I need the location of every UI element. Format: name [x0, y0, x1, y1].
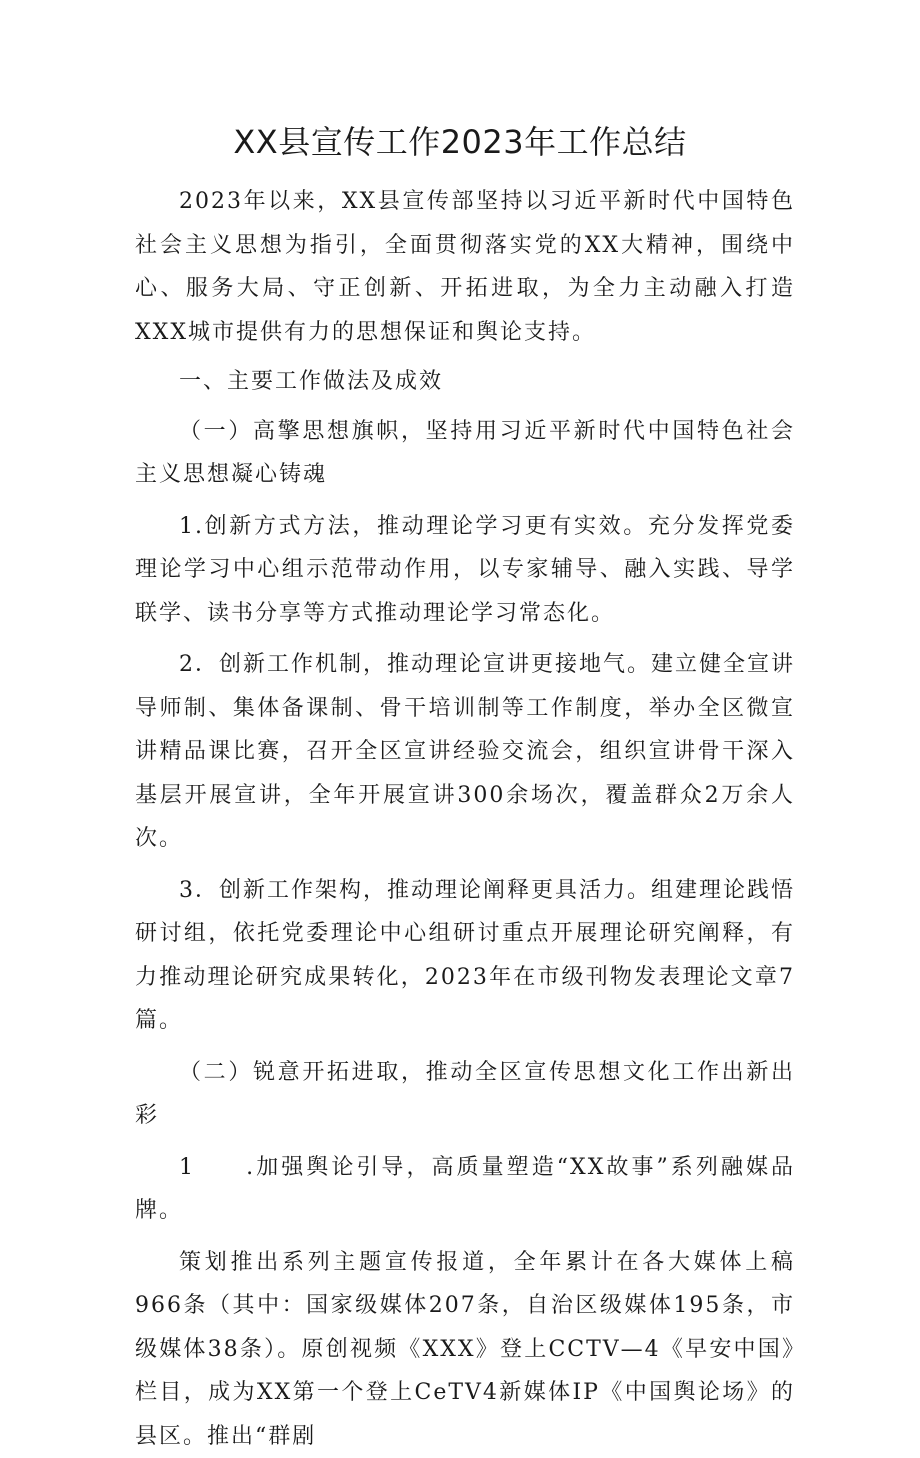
document-body [135, 180, 795, 1458]
item-paragraph-3: 3．创新工作架构，推动理论阐释更具活力。组建理论践悟研讨组，依托党委理论中心组研讨重点开展理论研究阐释，有力推动理论研究成果转化，2023年在市级刊物发表理论文章7篇。 [135, 869, 795, 1043]
item-heading-1: 1 .加强舆论引导，高质量塑造“XX故事”系列融媒品牌。 [135, 1146, 795, 1233]
item-paragraph-4: 策划推出系列主题宣传报道，全年累计在各大媒体上稿966条（其中：国家级媒体207条，自治区级媒体195条，市级媒体38条）。原创视频《XXX》登上CCTV—4《早安中国》栏目，成为XX第一个登上CeTV4新媒体IP《中国舆论场》的县区。推出“群剧 [135, 1241, 795, 1458]
subsection-heading-2: （二）锐意开拓进取，推动全区宣传思想文化工作出新出彩 [135, 1051, 795, 1138]
item-paragraph-1: 1.创新方式方法，推动理论学习更有实效。充分发挥党委理论学习中心组示范带动作用，以专家辅导、融入实践、导学联学、读书分享等方式推动理论学习常态化。 [135, 505, 795, 636]
document-title: XX县宣传工作2023年工作总结 [0, 118, 920, 166]
intro-paragraph: 2023年以来，XX县宣传部坚持以习近平新时代中国特色社会主义思想为指引，全面贯彻落实党的XX大精神，围绕中心、服务大局、守正创新、开拓进取，为全力主动融入打造XXX城市提供有力的思想保证和舆论支持。 [135, 180, 795, 354]
item-paragraph-2: 2．创新工作机制，推动理论宣讲更接地气。建立健全宣讲导师制、集体备课制、骨干培训制等工作制度，举办全区微宣讲精品课比赛，召开全区宣讲经验交流会，组织宣讲骨干深入基层开展宣讲，全年开展宣讲300余场次，覆盖群众2万余人次。 [135, 643, 795, 861]
section-heading-1: 一、主要工作做法及成效 [135, 360, 795, 404]
subsection-heading-1: （一）高擎思想旗帜，坚持用习近平新时代中国特色社会主义思想凝心铸魂 [135, 410, 795, 497]
